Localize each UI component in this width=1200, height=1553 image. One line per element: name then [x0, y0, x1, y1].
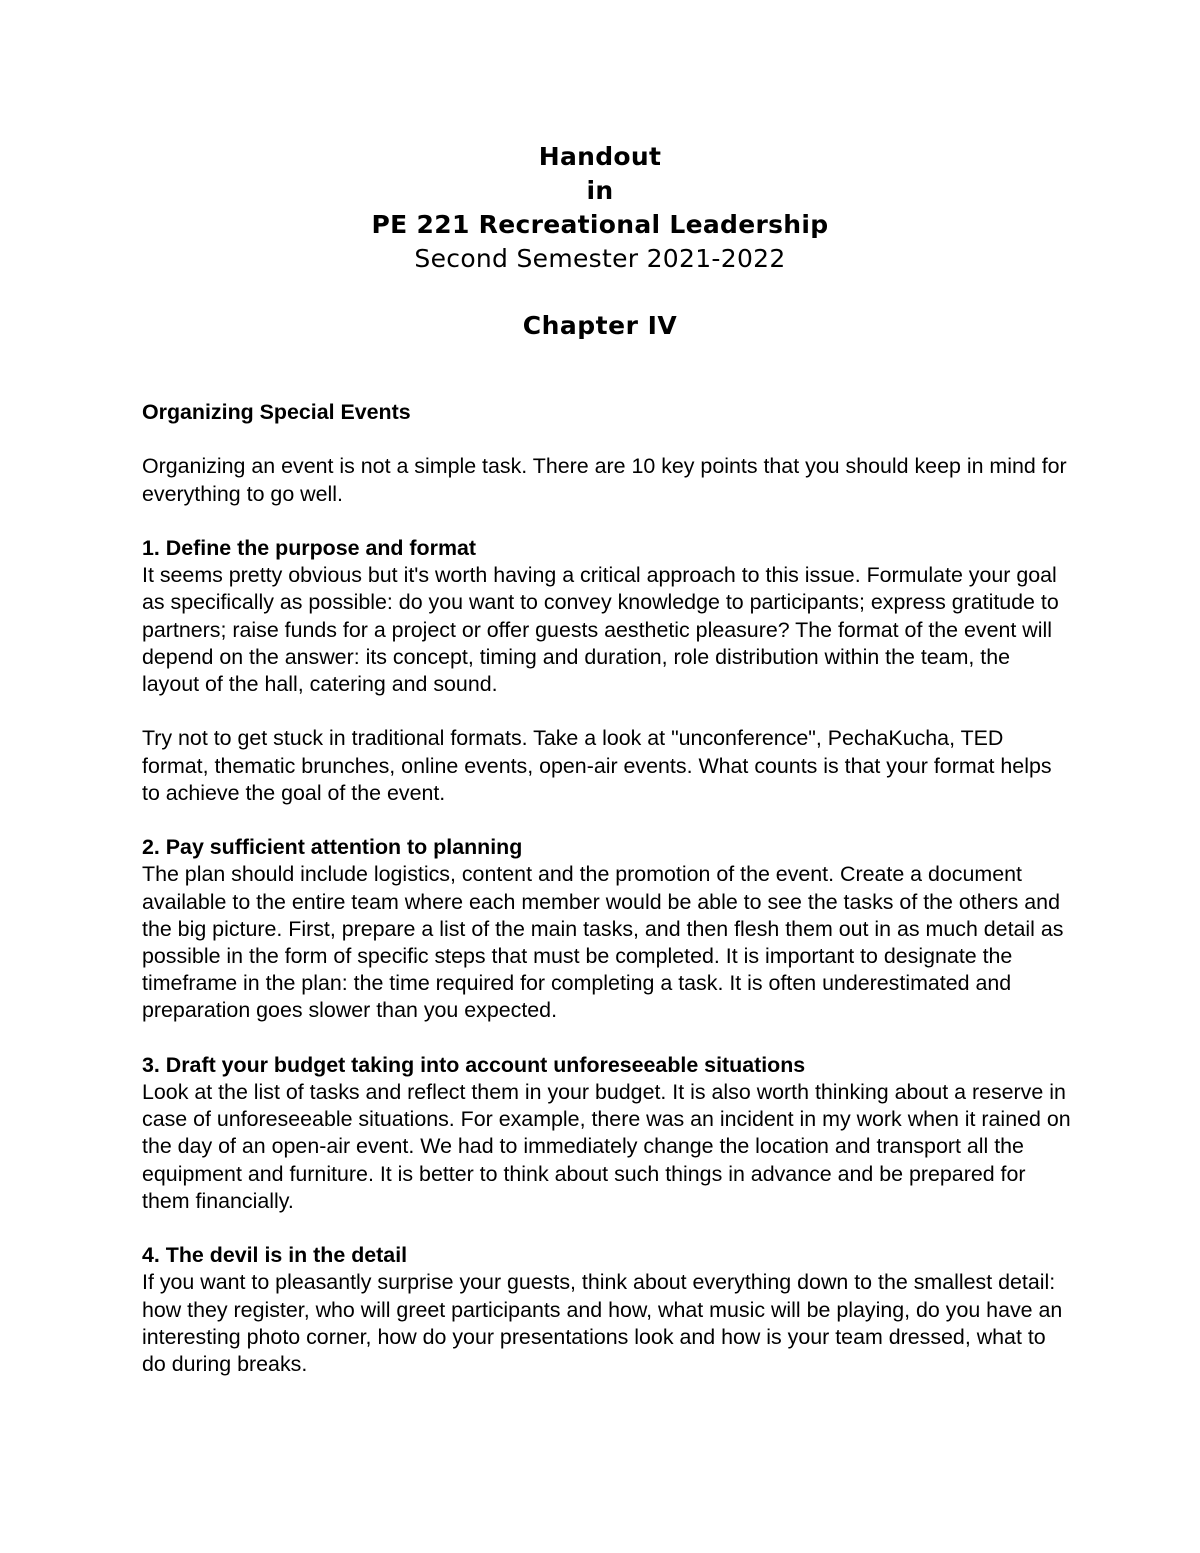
header-title: Handout — [538, 142, 662, 171]
point-paragraph: Try not to get stuck in traditional formats. Take a look at "unconference", PechaKucha, TED format, thematic brunches, online events, open-air events. What counts is that your format helps to achieve the goal of the event. — [142, 726, 1052, 805]
header-connector: in — [586, 176, 614, 205]
point-heading: 2. Pay sufficient attention to planning — [142, 835, 523, 860]
course-title: PE 221 Recreational Leadership — [371, 210, 829, 239]
point-paragraph: If you want to pleasantly surprise your guests, think about everything down to the smallest detail: how they register, who will greet participants and how, what music will be playing, do you have an interesting photo corner, how do your presentations look and how is your team dressed, what to do during breaks. — [142, 1270, 1063, 1377]
intro-paragraph: Organizing an event is not a simple task. There are 10 key points that you should keep in mind for everything to go well. — [142, 454, 1067, 506]
chapter-title: Chapter IV — [522, 311, 678, 340]
point-paragraph: It seems pretty obvious but it's worth having a critical approach to this issue. Formulate your goal as specifically as possible: do you want to convey knowledge to participants; express gratitude to partners; raise funds for a project or offer guests aesthetic pleasure? The format of the event will depend on the answer: its concept, timing and duration, role distribution within the team, the layout of the hall, catering and sound. — [142, 563, 1059, 696]
point-heading: 1. Define the purpose and format — [142, 535, 476, 560]
document-body — [142, 399, 1072, 1405]
semester-label: Second Semester 2021-2022 — [414, 244, 786, 273]
point-2 — [142, 834, 1072, 1024]
point-1 — [142, 535, 1072, 698]
point-3 — [142, 1052, 1072, 1215]
section-title: Organizing Special Events — [142, 400, 411, 424]
point-heading: 3. Draft your budget taking into account unforeseeable situations — [142, 1052, 806, 1077]
document-header — [0, 140, 1200, 276]
point-paragraph: Look at the list of tasks and reflect them in your budget. It is also worth thinking about a reserve in case of unforeseeable situations. For example, there was an incident in my work when it rained on the day of an open-air event. We had to immediately change the location and transport all the equipment and furniture. It is better to think about such things in advance and be prepared for them financially. — [142, 1080, 1071, 1213]
point-4 — [142, 1242, 1072, 1378]
point-heading: 4. The devil is in the detail — [142, 1243, 408, 1268]
point-paragraph: The plan should include logistics, content and the promotion of the event. Create a document available to the entire team where each member would be able to see the tasks of the others and the big picture. First, prepare a list of the main tasks, and then flesh them out in as much detail as possible in the form of specific steps that must be completed. It is important to designate the timeframe in the plan: the time required for completing a task. It is often underestimated and preparation goes slower than you expected. — [142, 862, 1064, 1023]
